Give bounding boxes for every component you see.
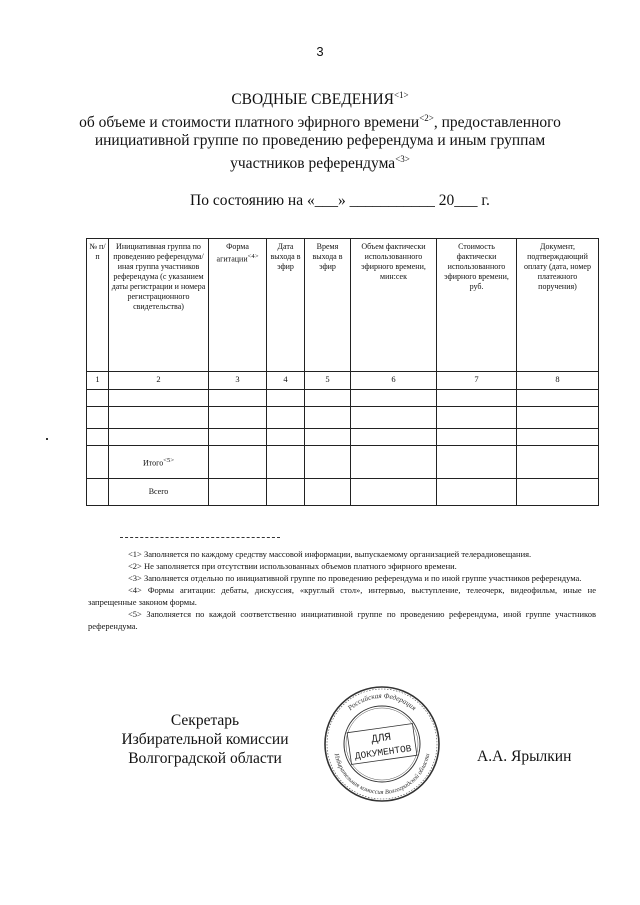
header-form xyxy=(209,239,267,372)
empty-cell xyxy=(517,407,599,429)
page-number: 3 xyxy=(316,44,324,59)
signature-title-block xyxy=(105,711,305,768)
empty-cell xyxy=(437,479,517,506)
title-ref-3: <3> xyxy=(395,154,410,165)
header-group: Инициативная группа по проведению референдума/ иная группа участников референдума (с указанием даты регистрации и номера регистрационного свидетельства) xyxy=(109,239,209,372)
subtotal-row xyxy=(87,446,599,479)
footnote-1: <1> Заполняется по каждому средству массовой информации, выпускаемому организацией телерадиовещания. xyxy=(128,549,532,559)
official-seal-stamp xyxy=(322,684,442,804)
col-num: 4 xyxy=(267,372,305,390)
header-payment-doc: Документ, подтверждающий оплату (дата, номер платежного поручения) xyxy=(517,239,599,372)
total-label: Всего xyxy=(109,479,209,506)
summary-table xyxy=(86,238,599,506)
empty-cell xyxy=(351,407,437,429)
header-form-label: Форма агитации xyxy=(216,242,249,264)
col-num: 6 xyxy=(351,372,437,390)
empty-cell xyxy=(351,429,437,446)
header-volume: Объем фактически использованного эфирного времени, мин:сек xyxy=(351,239,437,372)
footnote-4: <4> Формы агитации: дебаты, дискуссия, «круглый стол», интервью, выступление, телеочерк, видеофильм, иные не запрещенные законом формы. xyxy=(88,585,596,607)
empty-cell xyxy=(267,446,305,479)
title-line-2a: об объеме и стоимости платного эфирного времени xyxy=(79,114,420,132)
empty-cell xyxy=(209,446,267,479)
table-header-row xyxy=(87,239,599,372)
signer-position-line-1: Секретарь xyxy=(170,712,240,729)
seal-top-text: Российская Федерация xyxy=(346,691,418,713)
header-cost: Стоимость фактически использованного эфирного времени, руб. xyxy=(437,239,517,372)
empty-cell xyxy=(209,407,267,429)
signer-position-line-2: Избирательной комиссии xyxy=(121,731,289,748)
empty-cell xyxy=(267,479,305,506)
footnote-3: <3> Заполняется отдельно по инициативной группе по проведению референдума и по иной группе участников референдума. xyxy=(128,573,582,583)
table-row xyxy=(87,407,599,429)
total-row xyxy=(87,479,599,506)
header-form-ref: <4> xyxy=(247,253,259,260)
empty-cell xyxy=(87,429,109,446)
footnote-5: <5> Заполняется по каждой соответственно инициативной группе по проведению референдума, иной группе участников референдума. xyxy=(88,609,596,631)
empty-cell xyxy=(351,479,437,506)
footnote-2: <2> Не заполняется при отсутствии использованных объемов платного эфирного времени. xyxy=(128,561,457,571)
empty-cell xyxy=(437,429,517,446)
col-num: 3 xyxy=(209,372,267,390)
header-air-date: Дата выхода в эфир xyxy=(267,239,305,372)
table-row xyxy=(87,429,599,446)
scan-speck xyxy=(46,438,48,440)
empty-cell xyxy=(305,446,351,479)
empty-cell xyxy=(87,446,109,479)
as-of-date-line: По состоянию на «___» ___________ 20___ г. xyxy=(190,192,490,209)
title-line-1: СВОДНЫЕ СВЕДЕНИЯ xyxy=(231,91,394,109)
empty-cell xyxy=(267,390,305,407)
empty-cell xyxy=(87,407,109,429)
empty-cell xyxy=(305,390,351,407)
empty-cell xyxy=(267,429,305,446)
col-num: 5 xyxy=(305,372,351,390)
subtotal-ref: <5> xyxy=(163,456,175,464)
signer-name: А.А. Ярылкин xyxy=(477,748,572,765)
empty-cell xyxy=(109,390,209,407)
empty-cell xyxy=(351,446,437,479)
title-line-4: участников референдума xyxy=(230,155,396,173)
empty-cell xyxy=(209,390,267,407)
empty-cell xyxy=(209,429,267,446)
signer-position-line-3: Волгоградской области xyxy=(128,750,282,767)
col-num: 1 xyxy=(87,372,109,390)
empty-cell xyxy=(209,479,267,506)
empty-cell xyxy=(437,446,517,479)
empty-cell xyxy=(305,479,351,506)
seal-bottom-text: Избирательная комиссия Волгоградской области xyxy=(332,752,432,797)
empty-cell xyxy=(351,390,437,407)
seal-center-line-1: ДЛЯ xyxy=(370,731,392,747)
subtotal-label-cell xyxy=(109,446,209,479)
empty-cell xyxy=(87,479,109,506)
title-line-3: инициативной группе по проведению референдума и иным группам xyxy=(94,132,546,150)
empty-cell xyxy=(437,407,517,429)
subtotal-label: Итого xyxy=(142,458,164,468)
empty-cell xyxy=(109,407,209,429)
seal-center-line-2: ДОКУМЕНТОВ xyxy=(354,743,413,762)
empty-cell xyxy=(517,446,599,479)
table-row xyxy=(87,390,599,407)
empty-cell xyxy=(305,407,351,429)
empty-cell xyxy=(87,390,109,407)
title-ref-2: <2> xyxy=(419,113,434,124)
document-title xyxy=(60,86,580,173)
col-num: 7 xyxy=(437,372,517,390)
footnote-separator xyxy=(120,537,280,538)
col-num: 8 xyxy=(517,372,599,390)
empty-cell xyxy=(267,407,305,429)
title-ref-1: <1> xyxy=(393,90,409,100)
empty-cell xyxy=(109,429,209,446)
header-air-time: Время выхода в эфир xyxy=(305,239,351,372)
title-line-2b: , предоставленного xyxy=(433,114,561,132)
empty-cell xyxy=(305,429,351,446)
empty-cell xyxy=(517,479,599,506)
empty-cell xyxy=(517,390,599,407)
footnotes xyxy=(88,548,596,632)
column-numbers-row xyxy=(87,372,599,390)
col-num: 2 xyxy=(109,372,209,390)
header-number: № п/п xyxy=(87,239,109,372)
empty-cell xyxy=(517,429,599,446)
empty-cell xyxy=(437,390,517,407)
